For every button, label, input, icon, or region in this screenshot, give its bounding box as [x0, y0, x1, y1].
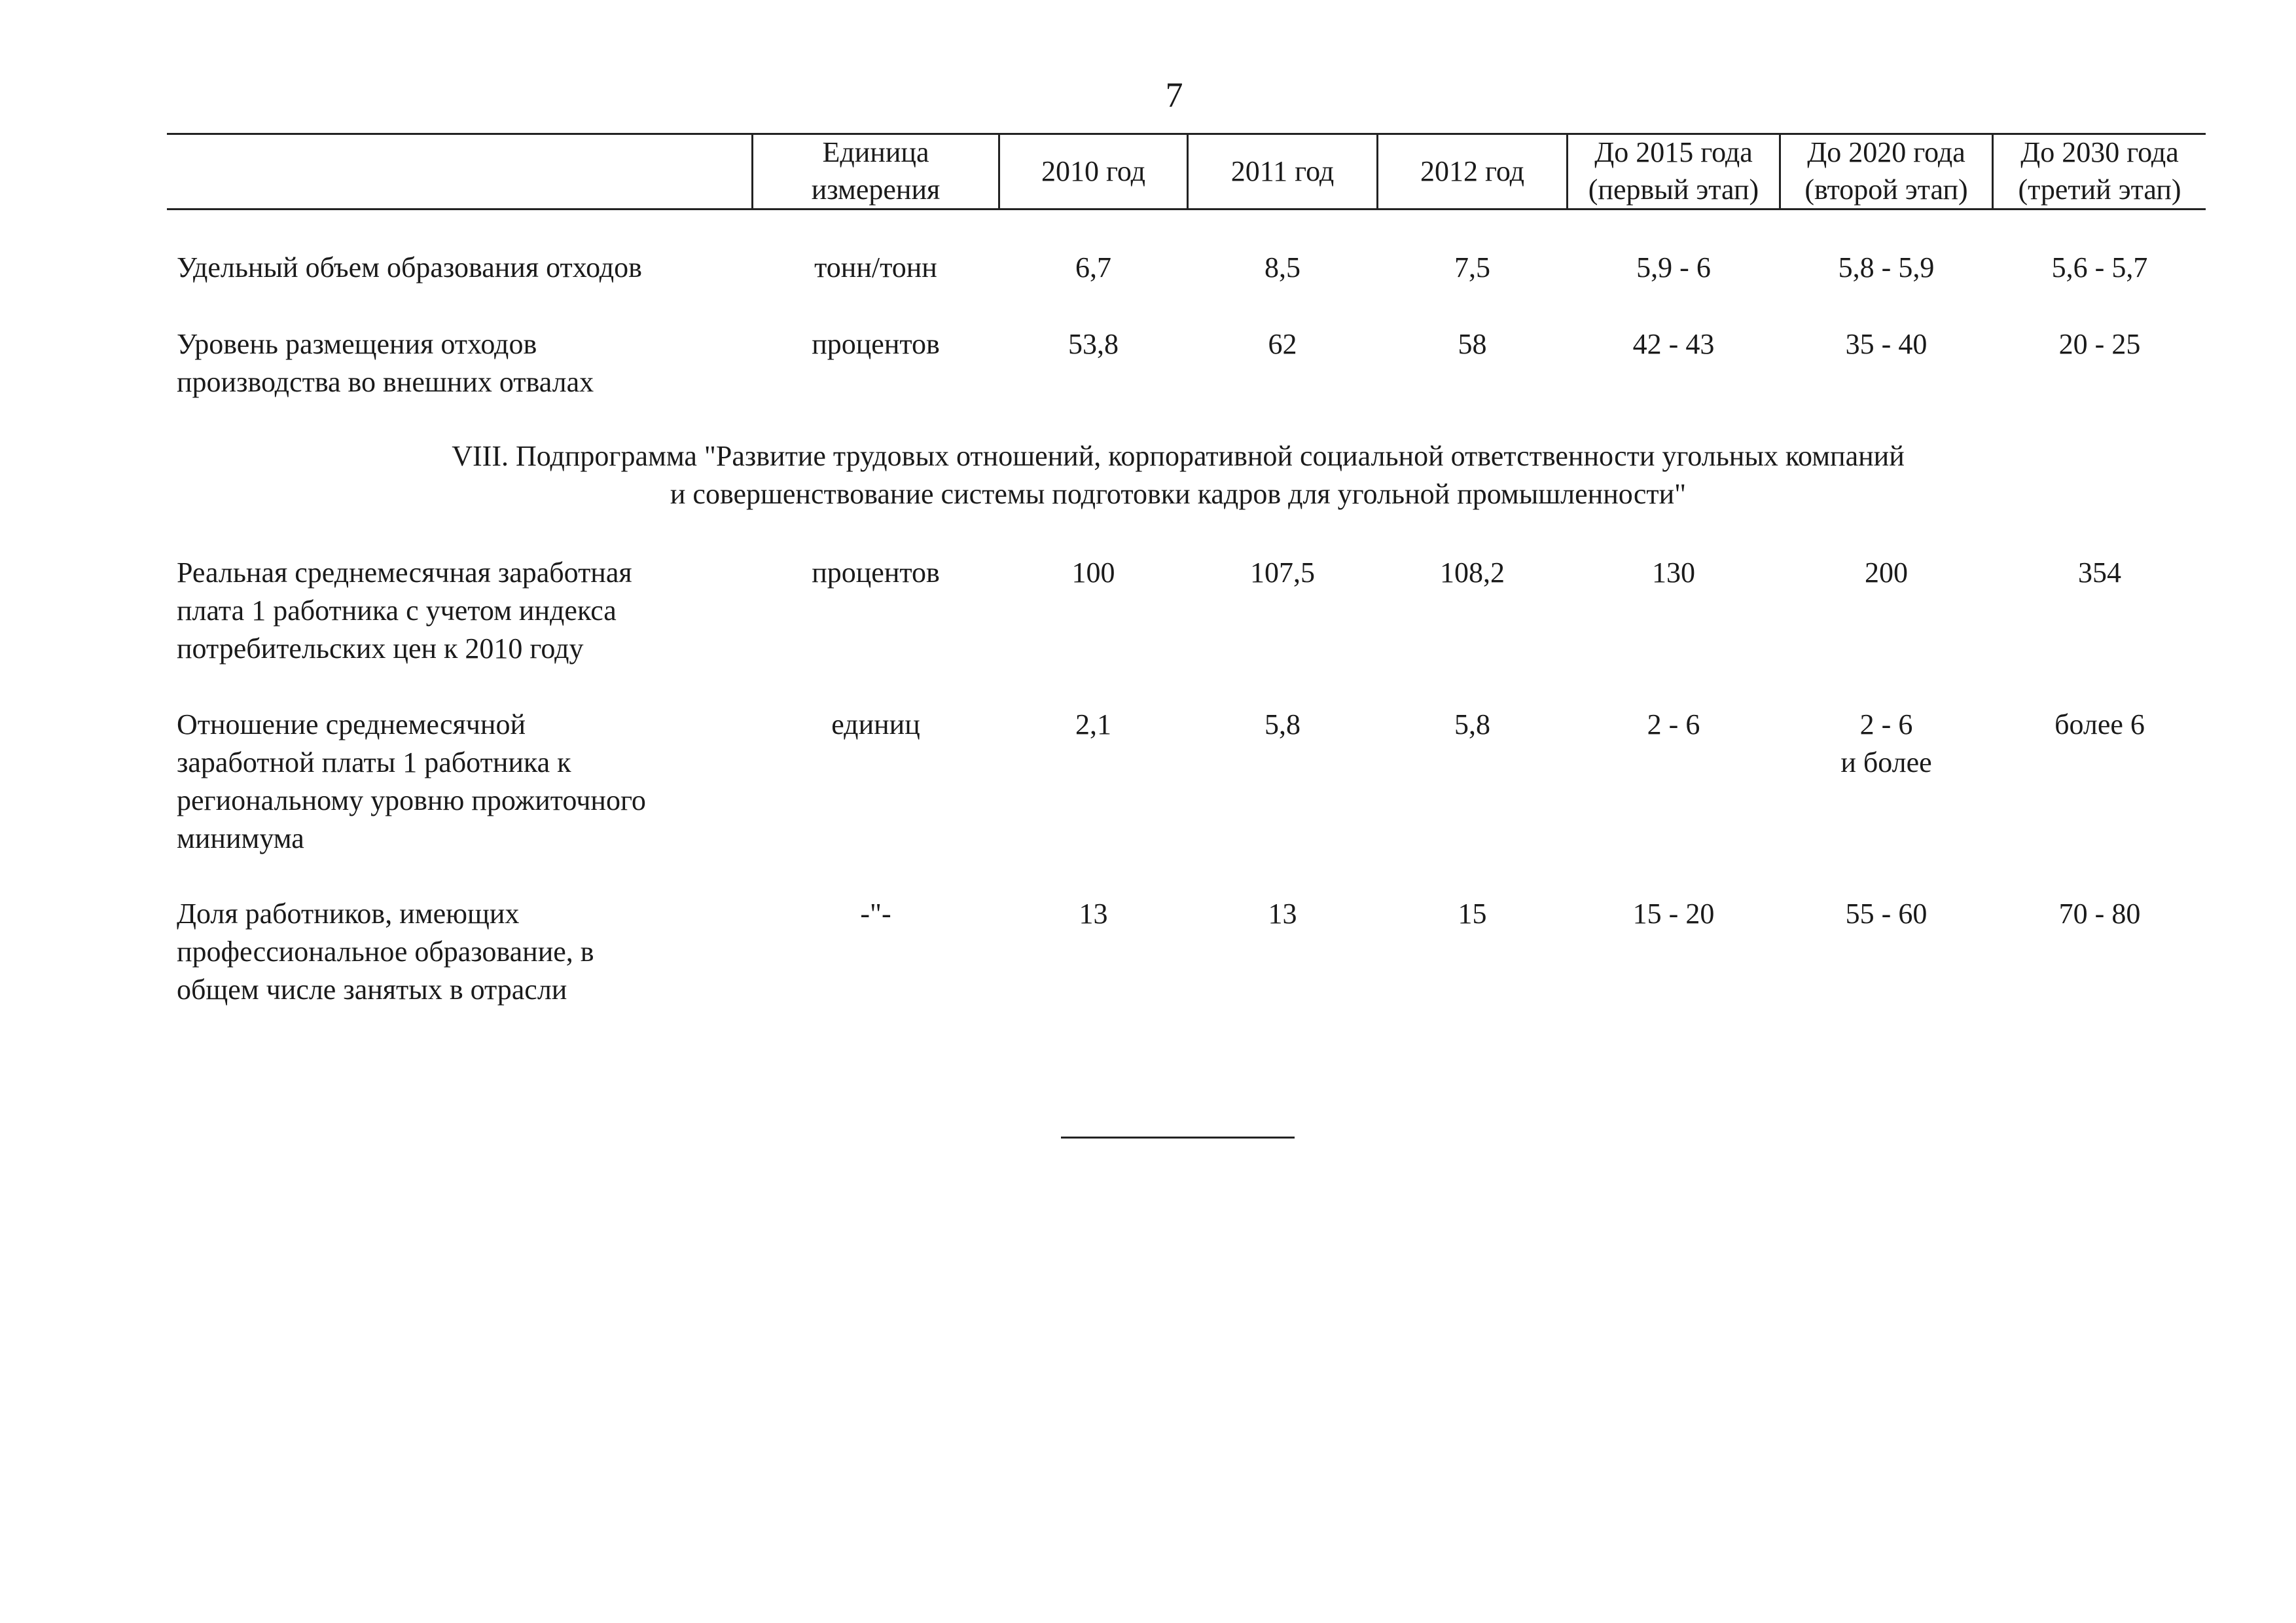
value-2010 — [1000, 249, 1187, 287]
value-2010-line: 53,8 — [1068, 328, 1119, 360]
value-2010 — [1000, 895, 1187, 933]
header-line: До 2015 года — [1594, 136, 1753, 168]
section-title-line: и совершенствование системы подготовки кадров для угольной промышленности" — [670, 478, 1687, 510]
header-year-2012 — [1378, 134, 1566, 208]
value-2011 — [1189, 554, 1376, 592]
value-2012 — [1378, 706, 1566, 744]
value-to-2020-line: 35 - 40 — [1845, 328, 1928, 360]
value-2010 — [1000, 325, 1187, 363]
header-to-2030 — [1994, 134, 2206, 208]
value-2010-line: 2,1 — [1075, 708, 1111, 740]
value-2012 — [1378, 895, 1566, 933]
header-line: До 2030 года — [2020, 136, 2179, 168]
value-to-2015-line: 15 - 20 — [1632, 898, 1715, 930]
indicator-cell-line: Реальная среднемесячная заработная — [177, 556, 632, 589]
value-to-2015 — [1568, 325, 1779, 363]
indicator-cell — [177, 325, 740, 401]
value-to-2020 — [1781, 706, 1992, 782]
header-line: 2011 год — [1230, 155, 1335, 187]
value-to-2015-line: 5,9 - 6 — [1636, 251, 1711, 283]
value-2011 — [1189, 706, 1376, 744]
page-number: 7 — [1165, 75, 1183, 115]
value-2010-line: 100 — [1071, 556, 1115, 589]
value-2012-line: 58 — [1458, 328, 1487, 360]
header-line: Единица — [822, 136, 929, 168]
header-line: 2010 год — [1041, 155, 1146, 187]
indicator-cell-line: плата 1 работника с учетом индекса — [177, 594, 617, 627]
indicator-cell-line: Удельный объем образования отходов — [177, 251, 642, 283]
value-2010-line: 13 — [1079, 898, 1108, 930]
section-title-line: VIII. Подпрограмма "Развитие трудовых отношений, корпоративной социальной ответственности угольных компаний — [452, 440, 1905, 472]
value-to-2020-line: 5,8 - 5,9 — [1838, 251, 1935, 283]
value-2012-line: 5,8 — [1454, 708, 1490, 740]
unit-cell: -"- — [860, 898, 891, 930]
value-to-2030 — [1994, 895, 2206, 933]
unit-cell: тонн/тонн — [814, 251, 937, 283]
value-to-2015 — [1568, 249, 1779, 287]
indicator-cell-line: минимума — [177, 822, 304, 854]
indicator-cell — [177, 895, 740, 1009]
value-to-2015 — [1568, 706, 1779, 744]
value-to-2020 — [1781, 554, 1992, 592]
value-to-2030-line: 354 — [2078, 556, 2121, 589]
header-year-2011 — [1189, 134, 1376, 208]
value-to-2015 — [1568, 895, 1779, 933]
indicator-cell-line: общем числе занятых в отрасли — [177, 974, 567, 1006]
indicator-cell — [177, 249, 740, 287]
header-line: (второй этап) — [1804, 173, 1968, 206]
value-to-2020 — [1781, 895, 1992, 933]
value-to-2015-line: 130 — [1652, 556, 1695, 589]
unit-cell: процентов — [812, 328, 940, 360]
value-to-2030-line: 5,6 - 5,7 — [2051, 251, 2148, 283]
unit-cell: единиц — [831, 708, 920, 740]
value-2012 — [1378, 325, 1566, 363]
header-line: измерения — [811, 173, 941, 206]
value-to-2030 — [1994, 325, 2206, 363]
value-to-2030 — [1994, 706, 2206, 744]
indicator-cell-line: региональному уровню прожиточного — [177, 784, 646, 816]
header-line: (первый этап) — [1588, 173, 1759, 206]
indicator-cell-line: потребительских цен к 2010 году — [177, 632, 584, 665]
value-2011 — [1189, 249, 1376, 287]
value-to-2020-line: и более — [1840, 746, 1932, 778]
value-2010 — [1000, 554, 1187, 592]
value-2012-line: 15 — [1458, 898, 1487, 930]
value-2010 — [1000, 706, 1187, 744]
unit-cell: процентов — [812, 556, 940, 589]
value-to-2020-line: 2 - 6 — [1859, 708, 1913, 740]
indicator-cell-line: производства во внешних отвалах — [177, 366, 594, 398]
indicator-cell — [177, 706, 740, 858]
value-2012-line: 108,2 — [1440, 556, 1505, 589]
value-2012 — [1378, 554, 1566, 592]
value-to-2030-line: 20 - 25 — [2058, 328, 2141, 360]
value-2011-line: 107,5 — [1250, 556, 1315, 589]
value-to-2020-line: 200 — [1865, 556, 1908, 589]
indicator-cell-line: Отношение среднемесячной — [177, 708, 526, 740]
header-line: До 2020 года — [1807, 136, 1965, 168]
header-to-2020 — [1781, 134, 1992, 208]
value-2011-line: 8,5 — [1265, 251, 1300, 283]
indicator-cell-line: профессиональное образование, в — [177, 936, 594, 968]
value-to-2030 — [1994, 554, 2206, 592]
indicator-cell-line: заработной платы 1 работника к — [177, 746, 571, 778]
section-title — [0, 437, 2296, 513]
value-to-2020 — [1781, 325, 1992, 363]
value-2012-line: 7,5 — [1454, 251, 1490, 283]
value-2010-line: 6,7 — [1075, 251, 1111, 283]
value-to-2030 — [1994, 249, 2206, 287]
indicator-cell-line: Уровень размещения отходов — [177, 328, 537, 360]
value-to-2030-line: 70 - 80 — [2058, 898, 2141, 930]
header-year-2010 — [1000, 134, 1187, 208]
indicator-cell-line: Доля работников, имеющих — [177, 898, 520, 930]
value-to-2030-line: более 6 — [2054, 708, 2145, 740]
value-2012 — [1378, 249, 1566, 287]
indicator-cell — [177, 554, 740, 668]
value-2011 — [1189, 325, 1376, 363]
value-2011-line: 62 — [1268, 328, 1297, 360]
end-rule — [1061, 1137, 1295, 1139]
header-unit — [753, 134, 998, 208]
header-to-2015 — [1568, 134, 1779, 208]
value-to-2020 — [1781, 249, 1992, 287]
header-line: (третий этап) — [2018, 173, 2181, 206]
value-to-2015-line: 2 - 6 — [1647, 708, 1700, 740]
value-2011 — [1189, 895, 1376, 933]
value-to-2015-line: 42 - 43 — [1632, 328, 1715, 360]
header-line: 2012 год — [1420, 155, 1525, 187]
value-to-2020-line: 55 - 60 — [1845, 898, 1928, 930]
value-to-2015 — [1568, 554, 1779, 592]
value-2011-line: 13 — [1268, 898, 1297, 930]
value-2011-line: 5,8 — [1265, 708, 1300, 740]
